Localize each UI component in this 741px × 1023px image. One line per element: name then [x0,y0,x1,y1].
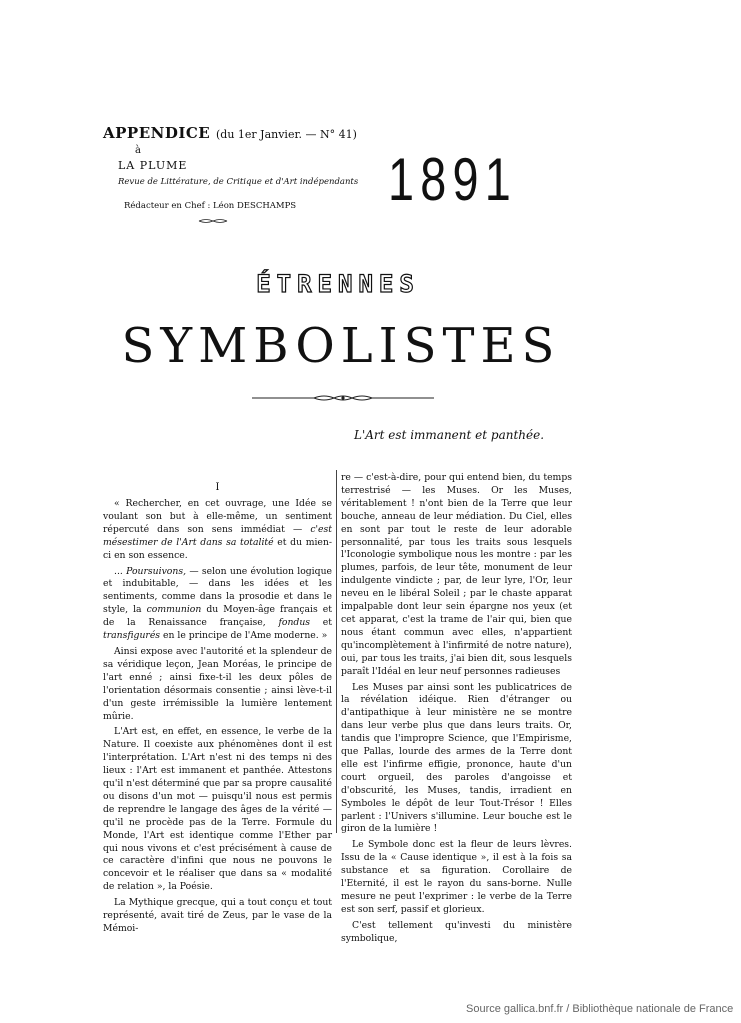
appendix-label: APPENDICE [103,124,211,142]
paragraph: L'Art est, en effet, en essence, le verbe de la Nature. Il coexiste aux phénomènes dont il est l'interprétation. L'Art n'est ni des temps ni des lieux : l'Art est immanent et panthée. Attestons qu'il n'est déterminé que par sa propre causalité ou disons d'un mot — puisqu'il nous est permis de reprendre le langage des âges de la vérité — qu'il ne procède pas de la Terre. Formule du Monde, l'Art est identique comme l'Ether par qui nous vivons et c'est précisément à cause de ce caractère d'infini que nous ne pouvons le concevoir et le réaliser que dans sa « modalité de relation », la Poésie. [103,726,332,893]
preposition-a: à [135,145,141,156]
epigraph: L'Art est immanent et panthée. [354,428,545,442]
paragraph: Les Muses par ainsi sont les publicatrices de la révélation idéique. Rien d'étranger ou d'antipathique à leur ministère ne se montre dans leur verbe plus que dans leurs traits. Or, tandis que l'impropre Science, que l'Empirisme, que Pallas, lourde des armes de la Terre dont elle est l'infirme effigie, prononce, haute d'un court orgueil, des paroles d'angoisse et d'obscurité, les Muses, tandis, irradient en Symboles le dépôt de leur Tout-Trésor ! Elles parlent : l'Univers s'illumine. Leur bouche est le giron de la lumière ! [341,681,572,835]
appendix-heading [103,124,357,142]
ornamental-rule-icon [252,393,434,403]
journal-name: LA PLUME [118,159,188,172]
left-column [103,498,332,939]
journal-subtitle: Revue de Littérature, de Critique et d'Art indépendants [118,177,359,187]
paragraph: Ainsi expose avec l'autorité et la splendeur de sa véridique leçon, Jean Moréas, le principe de l'art enné ; ainsi fixe-t-il les deux pôles de l'orientation désormais consentie ; ainsi lève-t-il d'un geste irrémissible la lumière lentement mûrie. [103,645,332,722]
title-etrennes: ÉTRENNES [256,270,420,298]
text-run-italic: fondus [278,617,311,629]
text-run-italic: Poursuivons, [126,565,187,577]
text-run: et du mien-ci en son essence. [103,536,332,561]
text-run: — selon une évolution logique et indubitable, — dans les idées et les sentiments, comme dans la prosodie et dans le style, la [103,565,332,616]
paragraph: re — c'est-à-dire, pour qui entend bien, du temps terrestrisé — les Muses. Or les Muses, véritablement ! n'ont bien de la Terre que leur bouche, anneau de leur médiation. Du Ciel, elles en sont par tout le reste de leur adorable personnalité, par tous les traits sous lesquels l'Iconologie symbolique nous les montre : par les plumes, parfois, de leur tête, monument de leur indulgente vindicte ; par, de leur lyre, l'Or, leur neveu en le libéral Soleil ; par le chaste apparat impalpable dont leur sein épargne nos yeux (et cet apparat, c'est la trame de l'air qui, bien que nous étant commun avec elles, n'appartient qu'incomplètement à l'infirmité de notre nature), oui, par tous les traits, j'ai bien dit, sous lesquels paraît l'Idéal en leur neuf personnes radieuses [341,472,572,677]
text-run-italic: c'est mésestimer de l'Art dans sa totalité [103,523,332,548]
text-run: ... [114,565,127,577]
issue-info: (du 1er Janvier. — N° 41) [215,128,357,141]
year: 1891 [388,146,518,213]
paragraph [103,498,332,563]
right-column [341,472,572,949]
text-run-italic: transfigurés [103,630,161,642]
title-symbolistes: SYMBOLISTES [121,318,561,374]
text-run: « Rechercher, en cet ouvrage, une Idée se voulant son but à elle-même, un sentiment répercuté dans son sens immédiat — [103,498,332,535]
source-credit: Source gallica.bnf.fr / Bibliothèque nationale de France [466,1003,734,1015]
paragraph: Le Symbole donc est la fleur de leurs lèvres. Issu de la « Cause identique », il est à la fois sa substance et sa figuration. Corollaire de l'Eternité, il est le rayon du sans-borne. Nulle mesure ne peut l'exprimer : le verbe de la Terre est son serf, passif et glorieux. [341,839,572,915]
paragraph [103,566,332,643]
paragraph: C'est tellement qu'investi du ministère symbolique, [341,919,572,944]
editor-line: Rédacteur en Chef : Léon DESCHAMPS [124,201,297,211]
text-run: du Moyen-âge français et de la Renaissance française, [103,604,332,629]
small-ornament-icon [198,218,228,224]
text-run: et [310,617,332,629]
column-divider [336,470,337,833]
section-number: I [215,482,220,493]
paragraph: La Mythique grecque, qui a tout conçu et tout représenté, avait tiré de Zeus, par le vase de la Mémoi- [103,897,332,934]
text-run-italic: communion [146,604,202,616]
text-run: en le principe de l'Ame moderne. » [160,630,328,642]
